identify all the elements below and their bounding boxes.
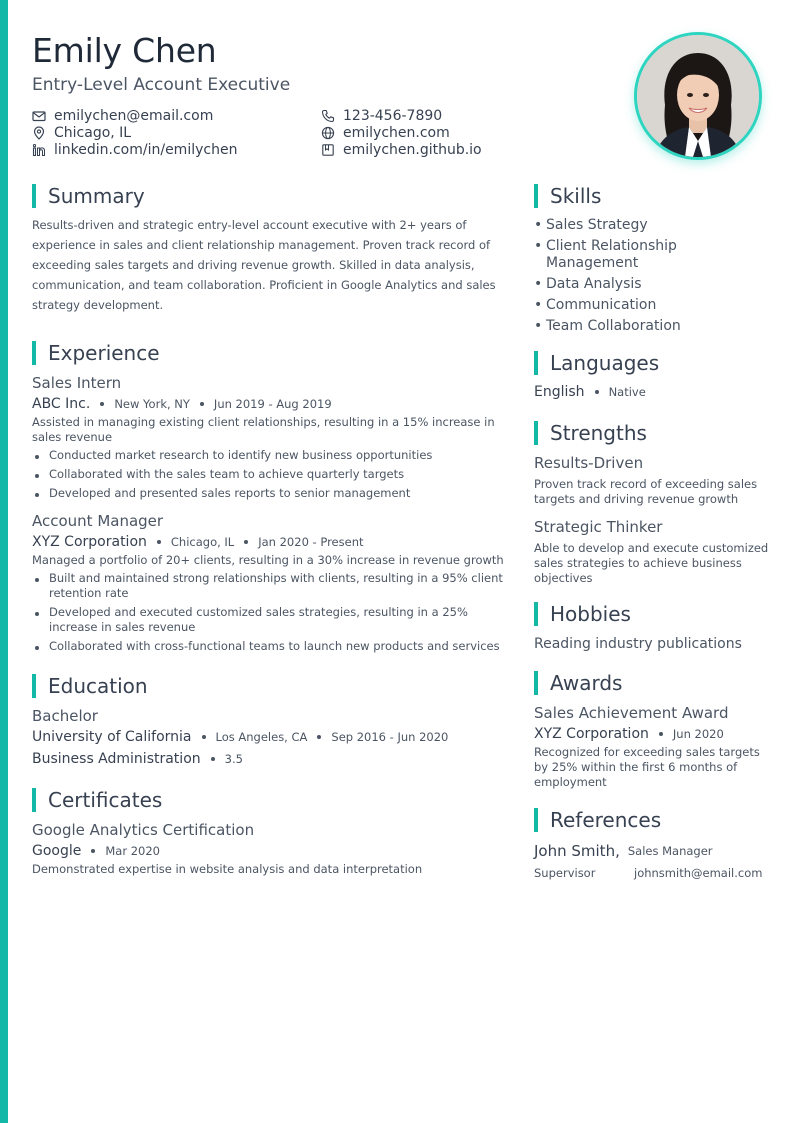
reference-details [534, 862, 770, 884]
major-meta [32, 748, 506, 770]
globe-icon [321, 126, 335, 140]
contact-github[interactable] [321, 141, 521, 158]
job-bullet: Built and maintained strong relationships with clients, resulting in a 95% client retention rate [32, 571, 506, 601]
contact-linkedin[interactable] [32, 141, 321, 158]
job-company: XYZ Corporation [32, 534, 147, 550]
contact-phone[interactable] [321, 107, 521, 124]
reference-email[interactable]: johnsmith@email.com [634, 866, 763, 880]
phone-icon [321, 109, 335, 123]
hobby-item: Reading industry publications [534, 636, 742, 652]
awards-heading: Awards [534, 671, 770, 695]
language-name: English [534, 384, 585, 400]
hobbies-heading: Hobbies [534, 602, 770, 626]
award-meta [534, 723, 770, 745]
linkedin-text: linkedin.com/in/emilychen [54, 141, 238, 158]
job-bullet: Developed and presented sales reports to senior management [32, 486, 506, 501]
job-title: Entry-Level Account Executive [32, 75, 291, 95]
skills-heading: Skills [534, 184, 770, 208]
awards-section [534, 671, 770, 790]
job-company: ABC Inc. [32, 396, 91, 412]
strength-description: Proven track record of exceeding sales targets and driving revenue growth [534, 477, 758, 506]
bookmark-icon [321, 143, 335, 157]
strength-title: Results-Driven [534, 454, 644, 472]
job-entry [32, 373, 506, 501]
award-title: Sales Achievement Award [534, 704, 729, 722]
school-dates: Sep 2016 - Jun 2020 [331, 730, 449, 744]
gpa: 3.5 [224, 752, 243, 766]
contact-location [32, 124, 321, 141]
summary-section [32, 184, 506, 315]
strength-title: Strategic Thinker [534, 518, 663, 536]
references-section [534, 808, 770, 884]
certificate-name: Google Analytics Certification [32, 821, 255, 839]
certificate-issuer: Google [32, 843, 82, 859]
separator-dot [157, 540, 161, 544]
separator-dot [244, 540, 248, 544]
job-location: Chicago, IL [170, 535, 235, 549]
separator-dot [91, 849, 95, 853]
reference-name: John Smith, [534, 842, 620, 860]
mail-icon [32, 109, 46, 123]
reference-position: Sales Manager [627, 844, 713, 858]
certificates-section [32, 788, 506, 877]
separator-dot [202, 735, 206, 739]
job-bullets [32, 448, 506, 501]
job-bullet: Conducted market research to identify new business opportunities [32, 448, 506, 463]
separator-dot [659, 732, 663, 736]
certificate-description: Demonstrated expertise in website analysis and data interpretation [32, 862, 423, 876]
education-meta [32, 726, 506, 748]
separator-dot [100, 402, 104, 406]
language-level: Native [608, 385, 646, 399]
reference-entry [534, 840, 770, 862]
skill-item: • Sales Strategy [534, 217, 770, 234]
certificates-heading: Certificates [32, 788, 506, 812]
education-heading: Education [32, 674, 506, 698]
skill-item: • Data Analysis [534, 276, 770, 293]
school-name: University of California [32, 729, 192, 745]
job-summary: Assisted in managing existing client relationships, resulting in a 15% increase in sales revenue [32, 415, 495, 444]
skills-list [534, 217, 770, 335]
job-bullet: Collaborated with cross-functional teams to launch new products and services [32, 639, 506, 654]
job-role: Account Manager [32, 512, 164, 530]
job-meta [32, 531, 506, 553]
job-bullet: Collaborated with the sales team to achieve quarterly targets [32, 467, 506, 482]
contact-website[interactable] [321, 124, 521, 141]
profile-photo [634, 32, 762, 160]
job-meta [32, 393, 506, 415]
separator-dot [317, 735, 321, 739]
skill-item: • Team Collaboration [534, 318, 770, 335]
right-column [534, 184, 770, 884]
skill-item: • Client Relationship Management [534, 238, 770, 272]
summary-heading: Summary [32, 184, 506, 208]
skills-section [534, 184, 770, 335]
experience-section [32, 341, 506, 654]
job-role: Sales Intern [32, 374, 122, 392]
separator-dot [200, 402, 204, 406]
linkedin-icon [32, 143, 46, 157]
job-entry [32, 511, 506, 654]
separator-dot [211, 757, 215, 761]
location-pin-icon [32, 126, 46, 140]
degree: Bachelor [32, 707, 98, 725]
language-entry [534, 381, 770, 403]
job-bullets [32, 571, 506, 654]
github-text: emilychen.github.io [343, 141, 482, 158]
education-section [32, 674, 506, 770]
hobbies-section [534, 602, 770, 654]
award-issuer: XYZ Corporation [534, 726, 649, 742]
candidate-name: Emily Chen [32, 31, 217, 70]
separator-dot [595, 390, 599, 394]
strength-description: Able to develop and execute customized sales strategies to achieve business objectives [534, 541, 769, 585]
job-summary: Managed a portfolio of 20+ clients, resulting in a 30% increase in revenue growth [32, 553, 504, 567]
reference-relation: Supervisor [534, 866, 596, 880]
job-dates: Jun 2019 - Aug 2019 [213, 397, 332, 411]
location-text: Chicago, IL [54, 124, 132, 141]
summary-text: Results-driven and strategic entry-level account executive with 2+ years of experience in sales and client relationship management. Proven track record of exceeding sales targets and driving revenue growth. Skilled in data analysis, communication, and team collaboration. Proficient in Google Analytics and sales strategy development. [32, 218, 496, 312]
left-column [32, 184, 506, 877]
languages-section [534, 351, 770, 403]
contact-info [32, 107, 512, 158]
job-dates: Jan 2020 - Present [258, 535, 364, 549]
languages-heading: Languages [534, 351, 770, 375]
email-text: emilychen@email.com [54, 107, 214, 124]
school-location: Los Angeles, CA [215, 730, 308, 744]
contact-email[interactable] [32, 107, 321, 124]
strengths-section [534, 421, 770, 586]
skill-item: • Communication [534, 297, 770, 314]
strengths-heading: Strengths [534, 421, 770, 445]
certificate-date: Mar 2020 [105, 844, 160, 858]
references-heading: References [534, 808, 770, 832]
accent-bar [0, 0, 8, 1123]
major: Business Administration [32, 751, 201, 767]
phone-text: 123-456-7890 [343, 107, 443, 124]
award-description: Recognized for exceeding sales targets by 25% within the first 6 months of employment [534, 745, 760, 789]
job-location: New York, NY [114, 397, 190, 411]
job-bullet: Developed and executed customized sales strategies, resulting in a 25% increase in sales revenue [32, 605, 506, 635]
experience-heading: Experience [32, 341, 506, 365]
certificate-meta [32, 840, 506, 862]
award-date: Jun 2020 [672, 727, 724, 741]
website-text: emilychen.com [343, 124, 450, 141]
